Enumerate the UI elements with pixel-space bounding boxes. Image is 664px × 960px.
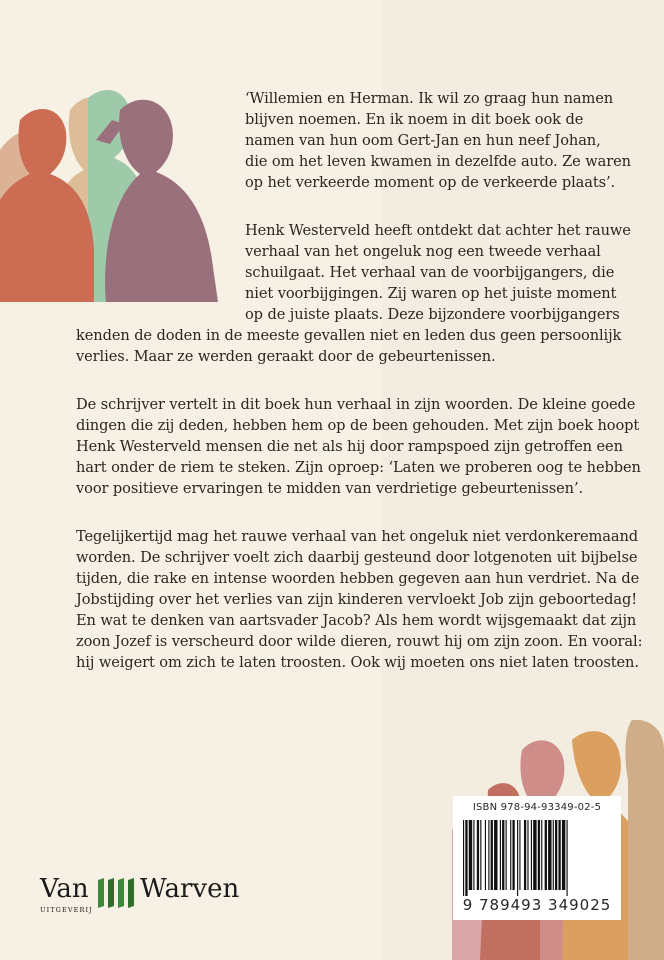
barcode-bar (488, 820, 489, 890)
silhouettes-illustration-top (0, 80, 230, 302)
text-line: kenden de doden in de meeste gevallen niet en leden dus geen persoonlijk (76, 327, 622, 344)
barcode-bar (491, 820, 493, 890)
barcode-bar (473, 820, 474, 890)
barcode-bar (524, 820, 526, 890)
barcode-bar (506, 820, 507, 890)
blurb-paragraph-3 (76, 394, 641, 499)
barcode-bar (477, 820, 479, 890)
blurb-paragraph-4 (76, 526, 642, 673)
barcode-bar (502, 820, 504, 890)
text-line: die om het leven kwamen in dezelfde auto. Ze waren (245, 153, 631, 170)
text-line: Henk Westerveld mensen die net als hij door rampspoed zijn getroffen een (76, 438, 623, 455)
barcode-bar (558, 820, 560, 890)
text-line: ‘Willemien en Herman. Ik wil zo graag hun namen (245, 90, 614, 107)
text-line: namen van hun oom Gert-Jan en hun neef Johan, (245, 132, 601, 149)
barcode-bars (461, 820, 613, 896)
barcode-bar (538, 820, 540, 890)
barcode-bar (567, 820, 568, 896)
barcode-bar (562, 820, 565, 890)
text-line: hij weigert om zich te laten troosten. Ook wij moeten ons niet laten troosten. (76, 654, 639, 671)
barcode-bar (463, 820, 464, 896)
barcode-bar (480, 820, 481, 890)
publisher-logo-mark-icon (96, 876, 136, 910)
barcode-bar (545, 820, 547, 890)
text-line: Henk Westerveld heeft ontdekt dat achter het rauwe (245, 222, 631, 239)
barcode-bar (519, 820, 520, 890)
barcode-digits: 9 789493 349025 (462, 896, 612, 914)
barcode-bar (485, 820, 486, 890)
blurb-paragraph-2 (245, 220, 631, 325)
barcode-bar (527, 820, 528, 890)
text-line: De schrijver vertelt in dit boek hun verhaal in zijn woorden. De kleine goede (76, 396, 636, 413)
text-line: voor positieve ervaringen te midden van verdrietige gebeurtenissen’. (76, 480, 584, 497)
isbn-barcode (453, 796, 621, 920)
publisher-subtitle: UITGEVERIJ (40, 906, 93, 914)
barcode-bar (465, 820, 467, 896)
publisher-logo (40, 872, 260, 922)
text-line: Tegelijkertijd mag het rauwe verhaal van het ongeluk niet verdonkeremaand (76, 528, 639, 545)
publisher-name-warven: Warven (140, 874, 240, 904)
text-line: Jobstijding over het verlies van zijn kinderen vervloekt Job zijn geboortedag! (76, 591, 638, 608)
blurb-paragraph-2-continued (76, 325, 621, 367)
text-line: verhaal van het ongeluk nog een tweede verhaal (245, 243, 601, 260)
text-line: op het verkeerde moment op de verkeerde plaats’. (245, 174, 616, 191)
text-line: tijden, die rake en intense woorden hebben gegeven aan hun verdriet. Na de (76, 570, 640, 587)
barcode-bar (533, 820, 536, 890)
blurb-paragraph-1 (245, 88, 631, 193)
publisher-name-van: Van (40, 874, 89, 904)
text-line: verlies. Maar ze werden geraakt door de gebeurtenissen. (76, 348, 496, 365)
barcode-bar (500, 820, 501, 890)
text-line: En wat te denken van aartsvader Jacob? Als hem wordt wijsgemaakt dat zijn (76, 612, 637, 629)
barcode-bar (531, 820, 532, 890)
barcode-bar (494, 820, 497, 890)
isbn-label: ISBN 978-94-93349-02-5 (472, 802, 602, 813)
text-line: dingen die zij deden, hebben hem op de been gehouden. Met zijn boek hoopt (76, 417, 640, 434)
text-line: zoon Jozef is verscheurd door wilde dieren, rouwt hij om zijn zoon. En vooral: (76, 633, 643, 650)
text-line: worden. De schrijver voelt zich daarbij gesteund door lotgenoten uit bijbelse (76, 549, 638, 566)
text-line: schuilgaat. Het verhaal van de voorbijgangers, die (245, 264, 615, 281)
barcode-bar (510, 820, 511, 890)
text-line: op de juiste plaats. Deze bijzondere voorbijgangers (245, 306, 620, 323)
barcode-bar (548, 820, 551, 890)
text-line: hart onder de riem te steken. Zijn oproep: ‘Laten we proberen oog te hebben (76, 459, 641, 476)
barcode-bar (555, 820, 557, 890)
barcode-bar (541, 820, 542, 890)
text-line: blijven noemen. En ik noem in dit boek ook de (245, 111, 584, 128)
barcode-bar (469, 820, 472, 890)
barcode-bar (512, 820, 514, 890)
barcode-bar (517, 820, 518, 896)
text-line: niet voorbijgingen. Zij waren op het juiste moment (245, 285, 617, 302)
barcode-bar (553, 820, 554, 890)
